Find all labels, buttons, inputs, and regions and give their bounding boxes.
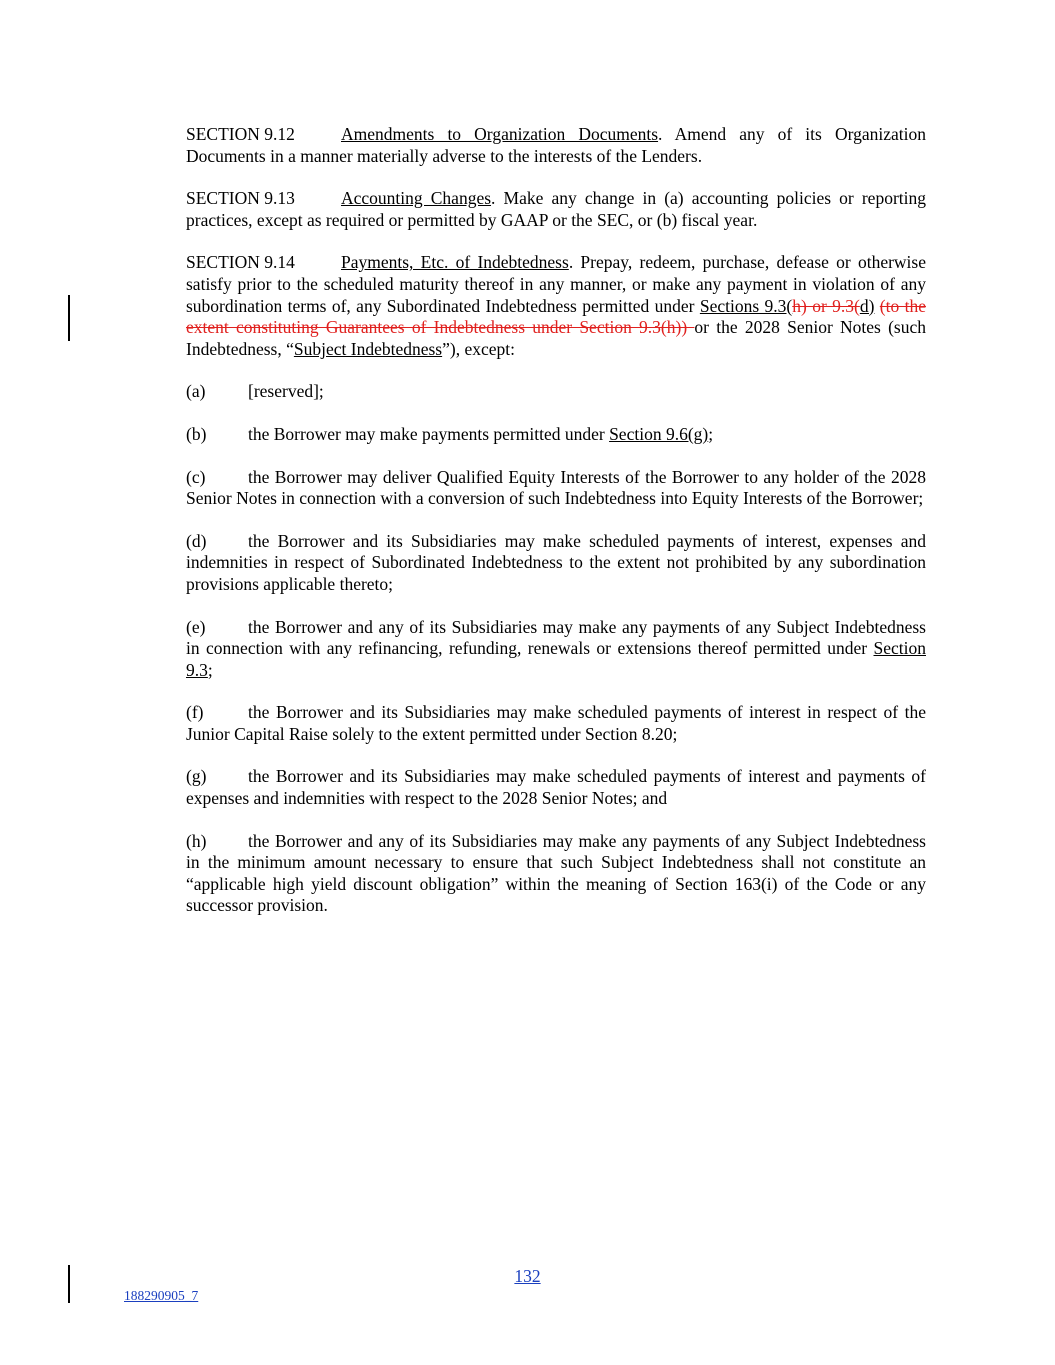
section-number: SECTION 9.12 (186, 124, 295, 144)
clause-c (124, 467, 926, 510)
clause-text: [reserved]; (248, 381, 324, 402)
clause-tail: ; (207, 659, 213, 680)
section-text: . Prepay, redeem, purchase, defease or otherwise satisfy prior to the scheduled maturity thereof in any manner, or make any payment in violation of any subordination terms of, any Subordinated Indebtedness permitted under (186, 252, 927, 316)
cross-reference: Sections 9.3( (699, 295, 793, 316)
document-body (124, 124, 926, 938)
section-9-12 (124, 124, 926, 167)
document-id[interactable]: 188290905_7 (124, 1288, 199, 1303)
section-number: SECTION 9.14 (186, 252, 295, 273)
cross-reference: Section 9.6(g) (609, 423, 709, 444)
clause-label: (c) (186, 466, 206, 487)
clause-g (124, 766, 926, 809)
section-9-13 (124, 188, 926, 231)
section-heading: Payments, Etc. of Indebtedness (341, 252, 569, 273)
section-number: SECTION 9.13 (186, 188, 295, 209)
clause-label: (d) (186, 530, 207, 551)
section-text: ”), except: (442, 338, 515, 359)
change-bar-section-9-14 (68, 295, 70, 341)
clause-label: (b) (186, 423, 207, 444)
clause-a (124, 381, 926, 403)
section-heading: Amendments to Organization Documents (341, 124, 659, 144)
clause-tail: ; (708, 423, 714, 444)
section-text: or the 2028 Senior Notes (such Indebtedness, “ (186, 317, 926, 359)
clause-label: (f) (186, 702, 204, 723)
clause-h (124, 831, 926, 917)
clause-b (124, 424, 926, 446)
clause-text: the Borrower and any of its Subsidiaries may make any payments of any Subject Indebtedness in connection with any refinancing, refunding, renewals or extensions thereof permitted under (186, 616, 926, 659)
clause-text: the Borrower may make payments permitted under (248, 423, 610, 444)
clause-label: (g) (186, 766, 207, 787)
deleted-text: (to the extent constituting Guarantees of Indebtedness under Section 9.3(h)) (186, 295, 926, 338)
section-text: . Amend any of its Organization Documents in a manner materially adverse to the interests of the Lenders. (186, 124, 926, 166)
clause-f (124, 702, 926, 745)
clause-d (124, 531, 926, 596)
section-9-14 (124, 252, 926, 360)
clause-text: the Borrower and any of its Subsidiaries may make any payments of any Subject Indebtedness in the minimum amount necessary to ensure that such Subject Indebtedness shall not constitute an “applicable high yield discount obligation” within the meaning of Section 163(i) of the Code or any successor provision. (186, 830, 926, 916)
clause-text: the Borrower and its Subsidiaries may make scheduled payments of interest in respect of the Junior Capital Raise solely to the extent permitted under Section 8.20; (186, 702, 926, 744)
clause-label: (h) (186, 830, 207, 851)
clause-label: (a) (186, 381, 206, 402)
clause-text: the Borrower may deliver Qualified Equity Interests of the Borrower to any holder of the 2028 Senior Notes in connection with a conversion of such Indebtedness into Equity Interests of the Borrower; (186, 466, 926, 509)
section-heading: Accounting Changes (341, 188, 492, 209)
section-text: . Make any change in (a) accounting policies or reporting practices, except as required or permitted by GAAP or the SEC, or (b) fiscal year. (186, 188, 926, 230)
page-number[interactable]: 132 (514, 1266, 541, 1286)
clause-text: the Borrower and its Subsidiaries may make scheduled payments of interest, expenses and indemnities in respect of Subordinated Indebtedness to the extent not prohibited by any subordination provisions applicable thereto; (186, 530, 926, 594)
clause-label: (e) (186, 616, 206, 637)
defined-term: Subject Indebtedness (293, 338, 443, 359)
cross-reference: d) (859, 295, 875, 316)
clause-e (124, 617, 926, 682)
clause-text: the Borrower and its Subsidiaries may make scheduled payments of interest and payments of expenses and indemnities with respect to the 2028 Senior Notes; and (186, 766, 926, 809)
deleted-text: h) or 9.3( (792, 295, 860, 316)
cross-reference: Section 9.3 (186, 638, 926, 680)
